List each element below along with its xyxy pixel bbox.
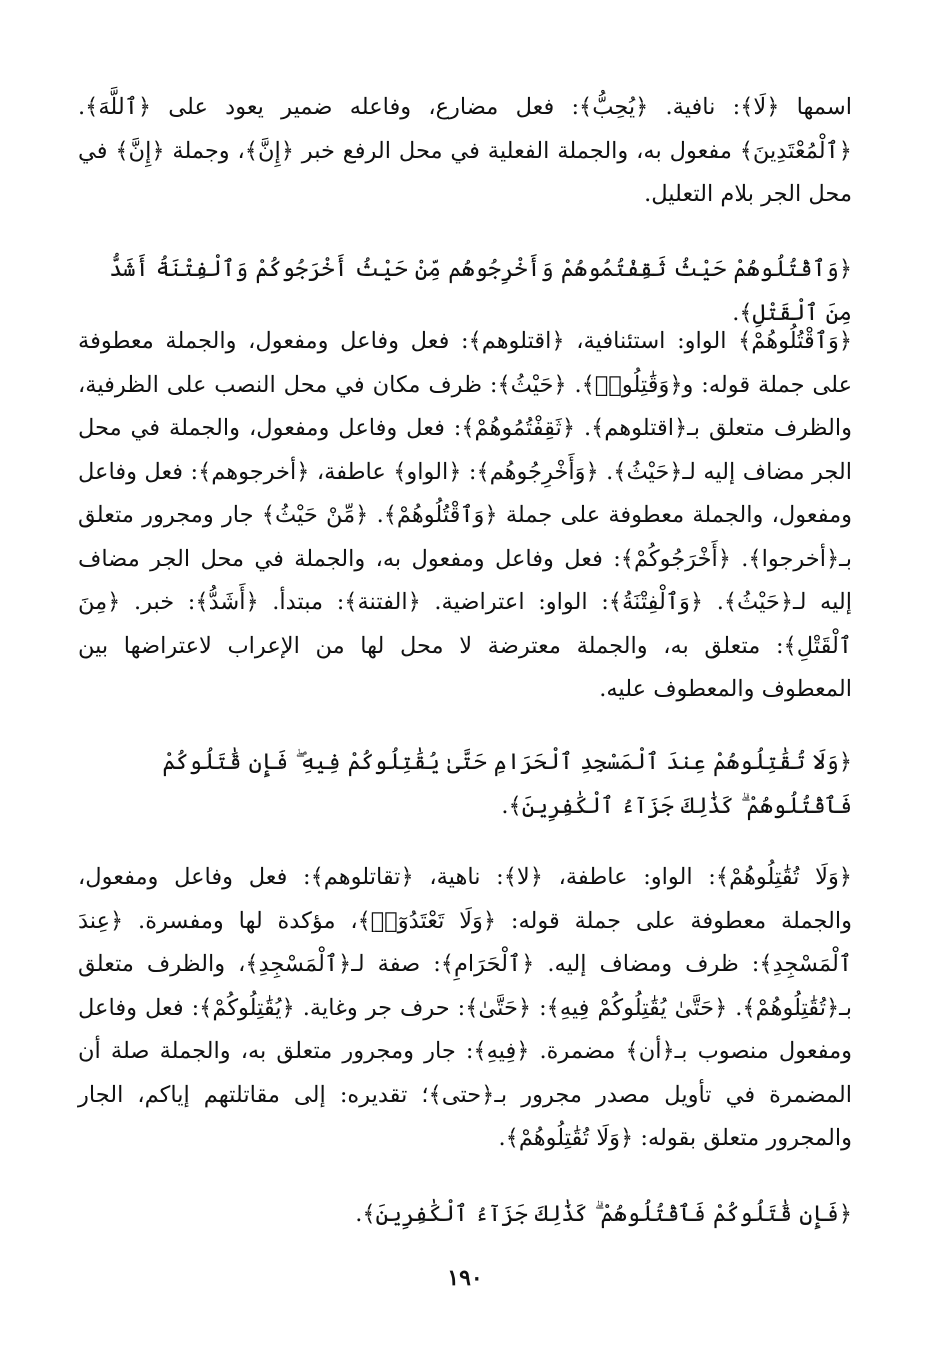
paragraph-irab-3: ﴿وَلَا تُقَٰتِلُوهُمْ﴾: الواو: عاطفة، ﴿لا﴾: ناهية، ﴿تقاتلوهم﴾: فعل وفاعل ومفعول، والجملة معطوفة على جملة قوله: ﴿وَلَا تَعْتَدُوٓا۟﴾، مؤكدة لها ومفسرة. ﴿عِندَ ٱلْمَسْجِدِ﴾: ظرف ومضاف إليه. ﴿ٱلْحَرَامِ﴾: صفة لـ﴿ٱلْمَسْجِدِ﴾، والظرف متعلق بـ﴿تُقَٰتِلُوهُمْ﴾. ﴿حَتَّىٰ يُقَٰتِلُوكُمْ فِيهِ﴾: ﴿حَتَّىٰ﴾: حرف جر وغاية. ﴿يُقَٰتِلُوكُمْ﴾: فعل وفاعل ومفعول منصوب بـ﴿أن﴾ مضمرة. ﴿فِيهِ﴾: جار ومجرور متعلق به، والجملة صلة أن المضمرة في تأويل مصدر مجرور بـ﴿حتى﴾؛ تقديره: إلى مقاتلتهم إياكم، الجار والمجرور متعلق بقوله: ﴿وَلَا تُقَٰتِلُوهُمْ﴾. — [78, 864, 852, 1151]
paragraph-irab-1: اسمها ﴿لَا﴾: نافية. ﴿يُحِبُّ﴾: فعل مضارع، وفاعله ضمير يعود على ﴿ٱللَّهَ﴾. ﴿ٱلْمُعْتَدِينَ﴾ مفعول به، والجملة الفعلية في محل الرفع خبر ﴿إِنَّ﴾، وجملة ﴿إِنَّ﴾ في محل الجر بلام التعليل. — [78, 94, 852, 207]
quran-verse-3: ﴿فَإِن قَٰتَلُوكُمْ فَٱقْتُلُوهُمْ ۗ كَذَٰلِكَ جَزَآءُ ٱلْكَٰفِرِينَ﴾. — [355, 1201, 852, 1227]
paragraph-irab-2: ﴿وَٱقْتُلُوهُمْ﴾ الواو: استئنافية، ﴿اقتلوهم﴾: فعل وفاعل ومفعول، والجملة معطوفة على جملة قوله: و﴿وَقَٰتِلُوا۟﴾. ﴿حَيْثُ﴾: ظرف مكان في محل النصب على الظرفية، والظرف متعلق بـ﴿اقتلوهم﴾. ﴿ثَقِفْتُمُوهُمْ﴾: فعل وفاعل ومفعول، والجملة في محل الجر مضاف إليه لـ﴿حَيْثُ﴾. ﴿وَأَخْرِجُوهُم﴾: ﴿الواو﴾ عاطفة، ﴿أخرجوهم﴾: فعل وفاعل ومفعول، والجملة معطوفة على جملة ﴿وَٱقْتُلُوهُمْ﴾. ﴿مِّنْ حَيْثُ﴾ جار ومجرور متعلق بـ﴿أخرجوا﴾. ﴿أَخْرَجُوكُمْ﴾: فعل وفاعل ومفعول به، والجملة في محل الجر مضاف إليه لـ﴿حَيْثُ﴾. ﴿وَٱلْفِتْنَةُ﴾: الواو: اعتراضية. ﴿الفتنة﴾: مبتدأ. ﴿أَشَدُّ﴾: خبر. ﴿مِنَ ٱلْقَتْلِ﴾: متعلق به، والجملة معترضة لا محل لها من الإعراب لاعتراضها بين المعطوف والمعطوف عليه. — [78, 328, 852, 702]
quran-verse-1: ﴿وَٱقْتُلُوهُمْ حَيْثُ ثَقِفْتُمُوهُمْ وَأَخْرِجُوهُم مِّنْ حَيْثُ أَخْرَجُوكُمْ وَٱلْفِتْنَةُ أَشَدُّ مِنَ ٱلْقَتْلِ﴾. — [109, 256, 852, 326]
document-page — [78, 80, 852, 1320]
page-number: ١٩٠ — [447, 1265, 483, 1291]
quran-verse-2: ﴿وَلَا تُقَٰتِلُوهُمْ عِندَ ٱلْمَسْجِدِ ٱلْحَرَامِ حَتَّىٰ يُقَٰتِلُوكُمْ فِيهِ ۖ فَإِن قَٰتَلُوكُمْ فَٱقْتُلُوهُمْ ۗ كَذَٰلِكَ جَزَآءُ ٱلْكَٰفِرِينَ﴾. — [162, 749, 852, 819]
